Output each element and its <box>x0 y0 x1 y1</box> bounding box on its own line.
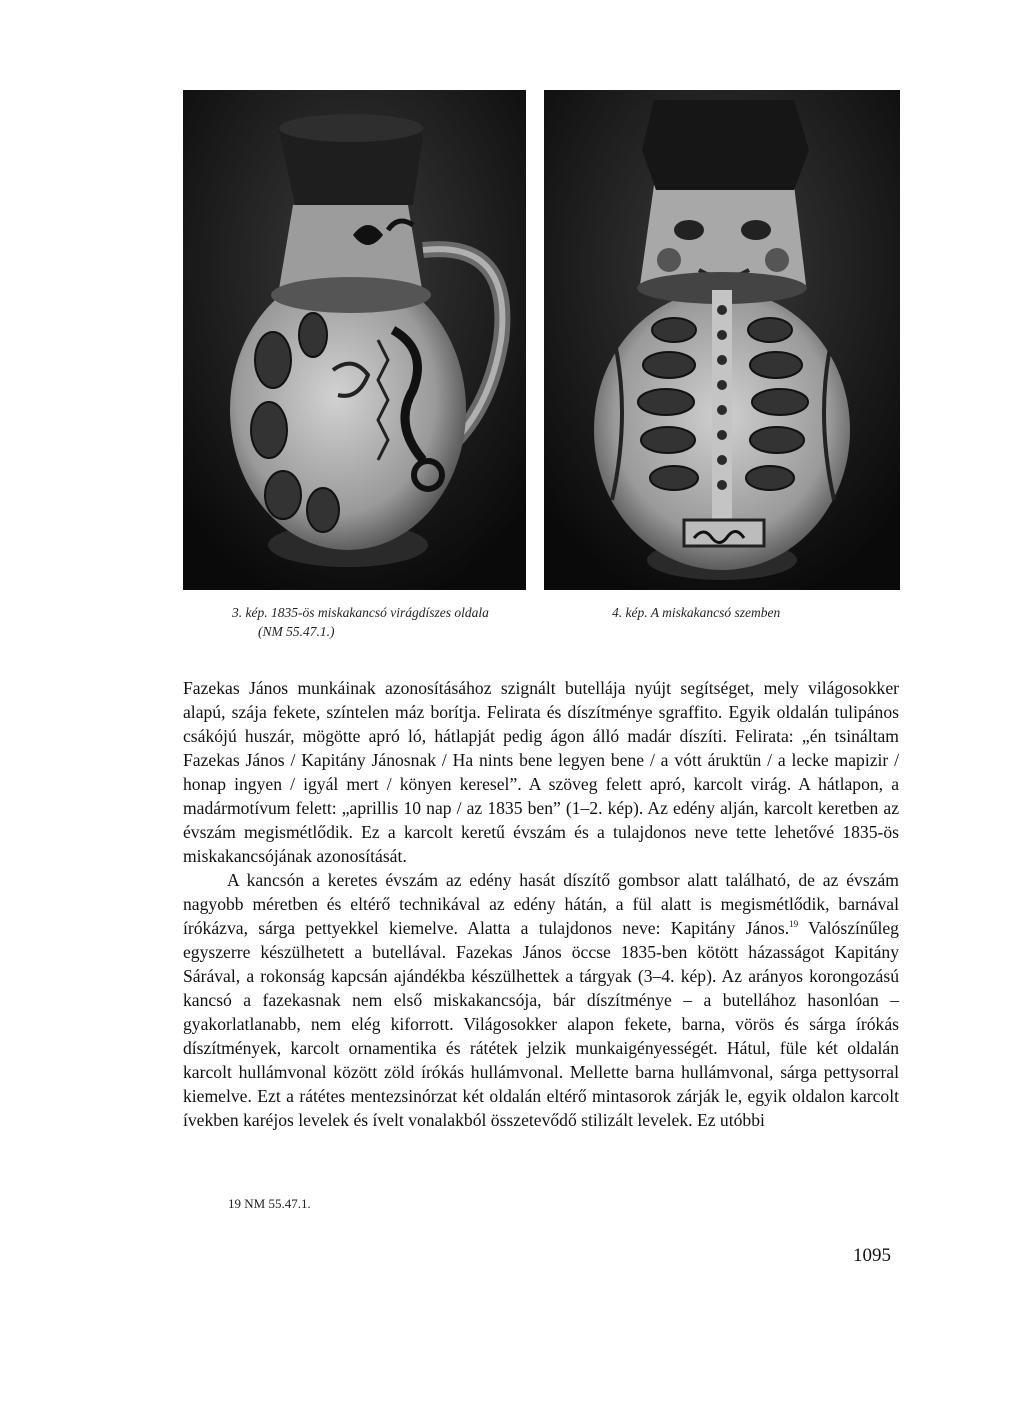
footnote-reference: 19 <box>789 919 799 930</box>
jug-front-image <box>544 90 900 590</box>
paragraph-2-text-a: A kancsón a keretes évszám az edény hasát díszítő gombsor alatt található, de az évszám nagyobb méretben és eltérő technikával az edény hátán, a fül alatt is megismétlődik, barnával írókázva, sárga pettyekkel kiemelve. Alatta a tulajdonos neve: Kapitány János. <box>183 870 899 938</box>
figure-4-photo <box>544 90 900 590</box>
page-number: 1095 <box>853 1245 891 1266</box>
figure-3-caption-line1: 3. kép. 1835-ös miskakancsó virágdíszes oldala <box>232 605 489 620</box>
figure-3-caption <box>232 603 532 641</box>
paragraph-2 <box>183 868 899 1132</box>
figure-3-caption-line2: (NM 55.47.1.) <box>258 624 335 639</box>
figure-4-caption <box>612 603 872 622</box>
figure-3-photo <box>183 90 526 590</box>
paragraph-2-text-b: Valószínűleg egyszerre készülhetett a butellával. Fazekas János öccse 1835-ben kötött házasságot Kapitány Sárával, a rokonság kapcsán ajándékba készülhettek a tárgyak (3–4. kép). Az arányos korongozású kancsó a fazekasnak nem első miskakancsója, bár díszítménye – a butellához hasonlóan – gyakorlatlanabb, nem elég kiforrott. Világosokker alapon fekete, barna, vörös és sárga írókás díszítmények, karcolt ornamentika és rátétek jelzik munkaigényességét. Hátul, füle két oldalán karcolt hullámvonal között zöld írókás hullámvonal. Mellette barna hullámvonal, sárga pettysorral kiemelve. Ezt a rátétes mentezsinórzat két oldalán eltérő mintasorok zárják le, egyik oldalon karcolt ívekben karéjos levelek és ívelt vonalakból összetevődő stilizált levelek. Ez utóbbi <box>183 918 899 1130</box>
footnote: 19 NM 55.47.1. <box>228 1196 311 1211</box>
figure-4-caption-line1: 4. kép. A miskakancsó szemben <box>612 605 781 620</box>
paragraph-1: Fazekas János munkáinak azonosításához szignált butellája nyújt segítséget, mely világosokker alapú, szája fekete, színtelen máz borítja. Felirata és díszítménye sgraffito. Egyik oldalán tulipános csákójú huszár, mögötte apró ló, hátlapját pedig ágon álló madár díszíti. Felirata: „én tsináltam Fazekas János / Kapitány Jánosnak / Ha nints bene legyen bene / a vótt áruktün / a lecke mapizir / honap ingyen / igyál mert / könyen keresel”. A szöveg felett apró, karcolt virág. A hátlapon, a madármotívum felett: „aprillis 10 nap / az 1835 ben” (1–2. kép). Az edény alján, karcolt keretben az évszám megismétlődik. Ez a karcolt keretű évszám és a tulajdonos neve tette lehetővé 1835-ös miskakancsójának azonosítását. <box>183 678 899 866</box>
body-text <box>183 676 899 1132</box>
jug-side-image <box>183 90 526 590</box>
